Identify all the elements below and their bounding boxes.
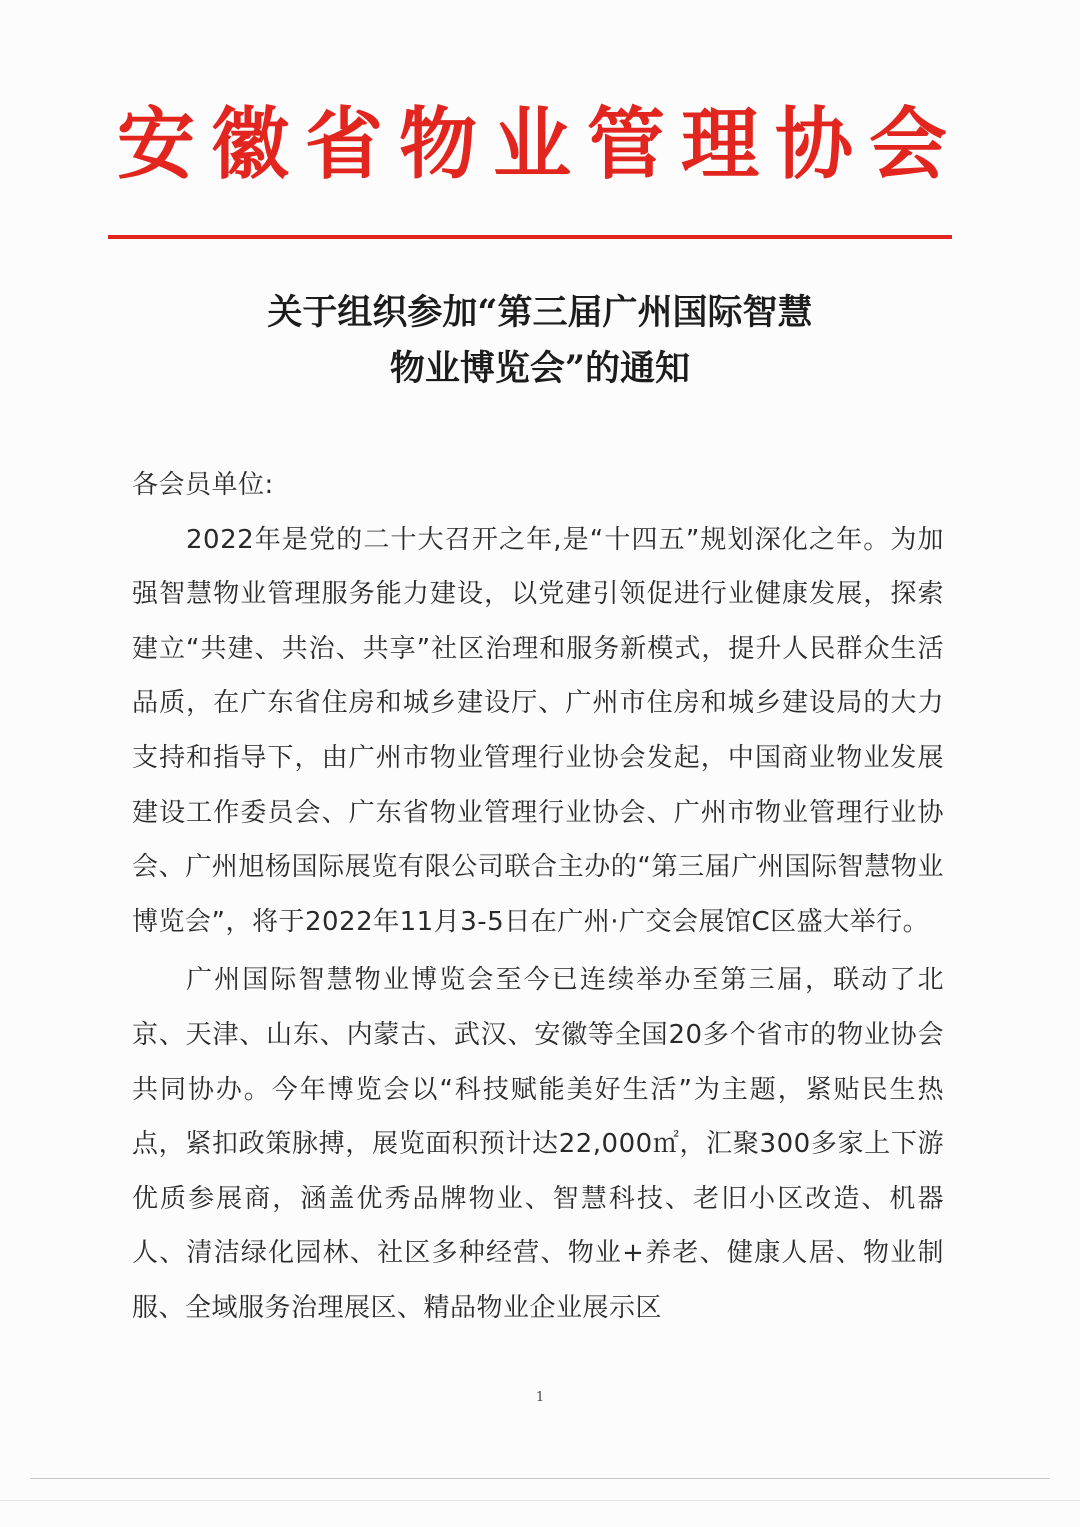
scan-edge-line <box>30 1478 1050 1479</box>
body-paragraph-2: 广州国际智慧物业博览会至今已连续举办至第三届，联动了北京、天津、山东、内蒙古、武汉、安徽等全国20多个省市的物业协会共同协办。今年博览会以“科技赋能美好生活”为主题，紧贴民生热点，紧扣政策脉搏，展览面积预计达22,000㎡，汇聚300多家上下游优质参展商，涵盖优秀品牌物业、智慧科技、老旧小区改造、机器人、清洁绿化园林、社区多种经营、物业+养老、健康人居、物业制服、全域服务治理展区、精品物业企业展示区 <box>132 965 944 1323</box>
notice-title-line-2: 物业博览会”的通知 <box>389 348 691 389</box>
notice-title <box>100 285 980 397</box>
salutation: 各会员单位: <box>132 470 274 500</box>
body-paragraph-1: 2022年是党的二十大召开之年,是“十四五”规划深化之年。为加强智慧物业管理服务能力建设，以党建引领促进行业健康发展，探索建立“共建、共治、共享”社区治理和服务新模式，提升人民群众生活品质，在广东省住房和城乡建设厅、广州市住房和城乡建设局的大力支持和指导下，由广州市物业管理行业协会发起，中国商业物业发展建设工作委员会、广东省物业管理行业协会、广州市物业管理行业协会、广州旭杨国际展览有限公司联合主办的“第三届广州国际智慧物业博览会”，将于2022年11月3-5日在广州·广交会展馆C区盛大举行。 <box>132 524 944 937</box>
organization-letterhead: 安徽省物业管理协会 <box>116 99 963 190</box>
notice-title-line-1: 关于组织参加“第三届广州国际智慧 <box>267 292 813 333</box>
letterhead-red-rule <box>108 235 952 239</box>
page-number: 1 <box>535 1390 545 1405</box>
scan-edge-line-lower <box>0 1500 1080 1501</box>
notice-body <box>132 458 944 1336</box>
